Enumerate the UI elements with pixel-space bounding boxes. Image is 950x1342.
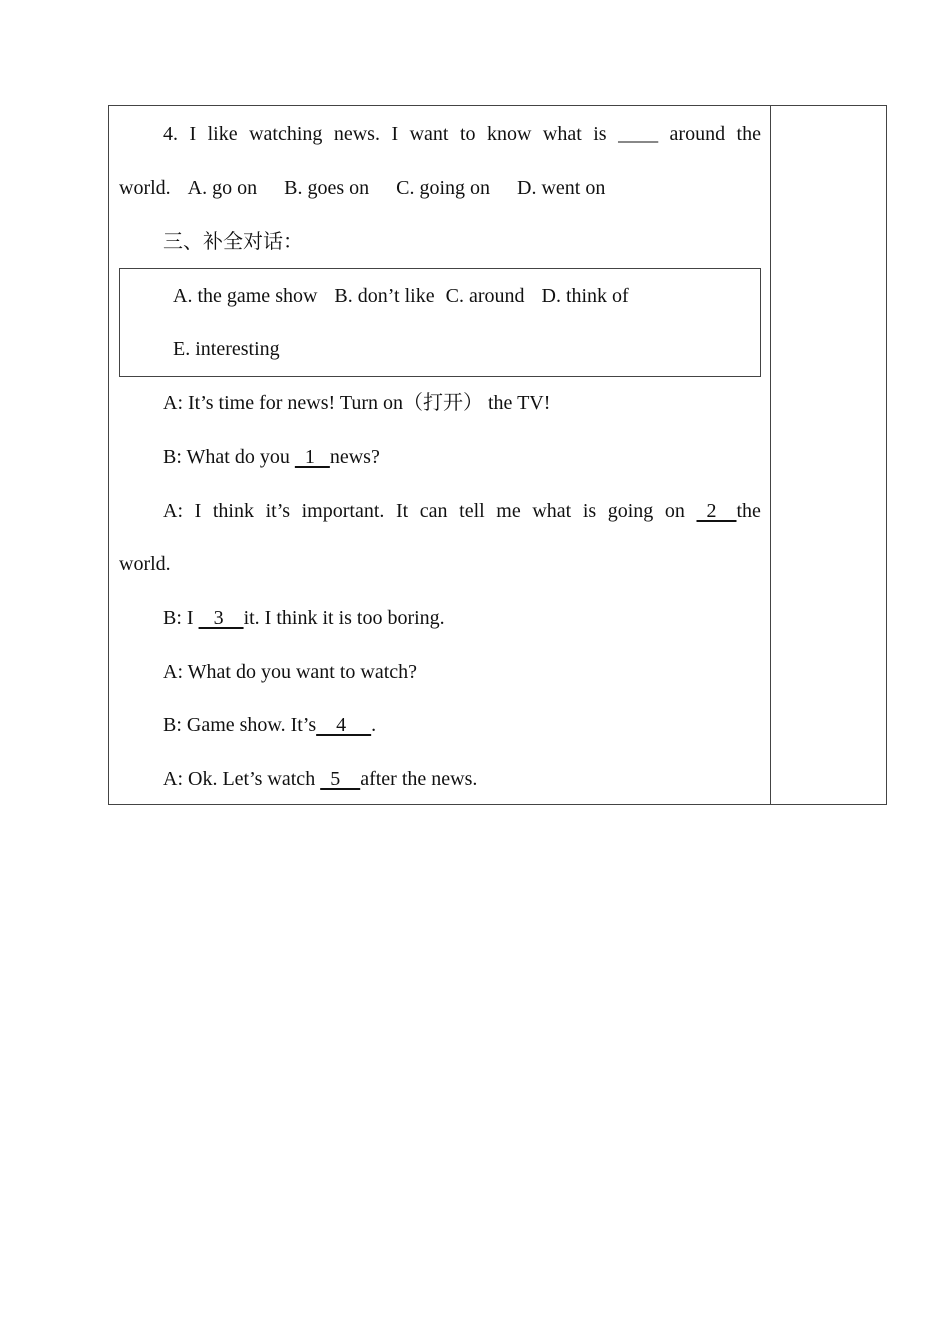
line-word: going bbox=[607, 500, 654, 522]
line-word: on bbox=[664, 500, 685, 522]
dialogue-line-6 bbox=[119, 710, 761, 740]
line-word: me bbox=[496, 500, 521, 522]
word-bank-row-2 bbox=[120, 334, 813, 364]
q4-line-1 bbox=[119, 119, 761, 149]
blank-5: 5 bbox=[320, 768, 361, 790]
q4-word: I bbox=[189, 123, 197, 145]
q4-word: watching bbox=[249, 123, 323, 145]
q4-choice-d: D. went on bbox=[517, 177, 606, 199]
option-c: C. around bbox=[445, 285, 525, 307]
section-3-title: 三、补全对话： bbox=[163, 231, 303, 253]
line-text: . bbox=[371, 714, 377, 736]
q4-choice-c: C. going on bbox=[396, 177, 491, 199]
option-b: B. don’t like bbox=[334, 285, 435, 307]
line-text: news? bbox=[329, 446, 380, 468]
line-text: B: Game show. It’s bbox=[163, 714, 317, 736]
dialogue-line-3 bbox=[119, 496, 761, 526]
dialogue-line-3-cont: world. bbox=[119, 553, 171, 575]
worksheet-table bbox=[108, 105, 887, 805]
line-word: is bbox=[582, 500, 597, 522]
word-bank-row-1 bbox=[120, 281, 813, 311]
q4-word: the bbox=[736, 123, 761, 145]
q4-word: like bbox=[207, 123, 238, 145]
q4-word: 4. bbox=[163, 123, 178, 145]
option-a: A. the game show bbox=[173, 285, 318, 307]
blank-3: 3 bbox=[198, 607, 244, 629]
q4-world: world. bbox=[119, 177, 171, 199]
q4-choice-b: B. goes on bbox=[284, 177, 370, 199]
line-text: B: I bbox=[163, 607, 199, 629]
line-word: think bbox=[212, 500, 254, 522]
line-word: tell bbox=[459, 500, 485, 522]
dialogue-line-7 bbox=[119, 764, 761, 794]
q4-word: want bbox=[409, 123, 449, 145]
blank-2: 2 bbox=[696, 500, 737, 522]
dialogue-line-4 bbox=[119, 603, 761, 633]
q4-blank: ____ bbox=[618, 123, 659, 145]
q4-choice-a: A. go on bbox=[187, 177, 258, 199]
option-e: E. interesting bbox=[173, 338, 280, 360]
q4-word: I bbox=[391, 123, 399, 145]
dialogue-line-5: A: What do you want to watch? bbox=[163, 661, 418, 683]
line-word: A: bbox=[163, 500, 183, 522]
line-word: it’s bbox=[265, 500, 291, 522]
column-divider bbox=[770, 106, 771, 804]
blank-2-group bbox=[697, 496, 761, 526]
line-text: after the news. bbox=[360, 768, 478, 790]
line-text: it. I think it is too boring. bbox=[243, 607, 445, 629]
q4-word: is bbox=[593, 123, 607, 145]
blank-4: 4 bbox=[316, 714, 372, 736]
line-word: the bbox=[736, 500, 761, 522]
line-word: I bbox=[194, 500, 202, 522]
blank-1: 1 bbox=[294, 446, 330, 468]
line-word: important. bbox=[301, 500, 385, 522]
word-bank-box bbox=[119, 268, 761, 377]
line-word: what bbox=[532, 500, 572, 522]
q4-word: to bbox=[459, 123, 476, 145]
q4-word: what bbox=[542, 123, 582, 145]
dialogue-line-2 bbox=[119, 442, 761, 472]
line-text: B: What do you bbox=[163, 446, 295, 468]
q4-word: around bbox=[669, 123, 726, 145]
line-word: can bbox=[419, 500, 448, 522]
option-d: D. think of bbox=[541, 285, 629, 307]
q4-line-2 bbox=[119, 173, 761, 203]
q4-word: news. bbox=[333, 123, 380, 145]
line-text: A: Ok. Let’s watch bbox=[163, 768, 321, 790]
dialogue-line-1: A: It’s time for news! Turn on（打开） the TV! bbox=[163, 392, 551, 414]
line-word: It bbox=[395, 500, 409, 522]
q4-word: know bbox=[486, 123, 532, 145]
